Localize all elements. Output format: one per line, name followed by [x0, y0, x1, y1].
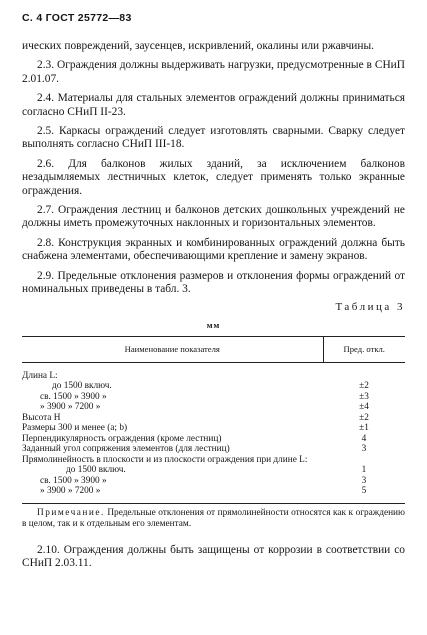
row-value: 5: [323, 486, 405, 503]
table-row: [22, 413, 405, 424]
row-value: ±4: [359, 402, 369, 413]
table-header-indicator: Наименование показателя: [22, 337, 323, 363]
table-row: [22, 434, 405, 445]
row-label: до 1500 включ.: [52, 381, 112, 392]
row-label: Заданный угол сопряжения элементов (для лестниц): [22, 444, 230, 455]
row-label: св. 1500 » 3900 »: [40, 475, 107, 486]
row-value: ±3: [359, 391, 369, 402]
row-value: 3: [361, 444, 367, 455]
paragraph-2-6: 2.6. Для балконов жилых зданий, за исключением балконов незадымляемых лестничных клеток, следует применять только экранные ограждения.: [22, 157, 405, 197]
row-label: св. 1500 » 3900 »: [40, 391, 107, 402]
row-label: до 1500 включ.: [66, 465, 126, 476]
paragraph-2-4: 2.4. Материалы для стальных элементов ограждений должны приниматься согласно СНиП II-23.: [22, 92, 405, 118]
table-row: [22, 381, 405, 392]
row-value: 3: [361, 475, 367, 486]
row-value: ±2: [359, 381, 369, 392]
note-text: Предельные отклонения от прямолинейности относятся как к ограждению в целом, так и к отдельным его элементам.: [22, 507, 405, 529]
row-value: [323, 455, 405, 466]
row-label: Высота H: [22, 412, 61, 423]
table-row: [22, 444, 405, 455]
paragraph-2-7: 2.7. Ограждения лестниц и балконов детских дошкольных учреждений не должны иметь промежуточных наклонных и горизонтальных элементов.: [22, 204, 405, 230]
table-row: [22, 423, 405, 434]
table-row: [22, 392, 405, 403]
table-title: Таблица 3: [335, 300, 405, 313]
row-label: » 3900 » 7200 »: [40, 402, 101, 413]
table-row: [22, 402, 405, 413]
paragraph-2-5: 2.5. Каркасы ограждений следует изготовлять сварными. Сварку следует выполнять согласно СНиП III-18.: [22, 125, 405, 151]
row-value: 4: [361, 433, 367, 444]
table-row: [22, 455, 405, 466]
row-value: ±1: [359, 423, 369, 434]
row-value: [323, 362, 405, 381]
row-label: Длина L:: [22, 370, 58, 381]
row-label: Размеры 300 и менее (a; b): [22, 423, 128, 434]
table-row: [22, 362, 405, 381]
paragraph-2-8: 2.8. Конструкция экранных и комбинированных ограждений должна быть снабжена элементами, обеспечивающими крепление и замену экранов.: [22, 236, 405, 263]
paragraph-2-9: 2.9. Предельные отклонения размеров и отклонения формы ограждений от номинальных приведены в табл. 3.: [22, 269, 405, 296]
table-header-tolerance: Пред. откл.: [323, 337, 405, 363]
row-value: 1: [361, 465, 367, 476]
table-row: [22, 465, 405, 476]
paragraph-2-3: 2.3. Ограждения должны выдерживать нагрузки, предусмотренные в СНиП 2.01.07.: [22, 59, 405, 85]
row-label: » 3900 » 7200 »: [22, 486, 323, 503]
tolerance-table: [22, 336, 405, 504]
table-header-row: [22, 337, 405, 363]
document-body: [22, 40, 405, 571]
table-body: [22, 362, 405, 503]
table-note: [22, 508, 405, 530]
paragraph-2-10: 2.10. Ограждения должны быть защищены от коррозии в соответствии со СНиП 2.03.11.: [22, 543, 405, 570]
table-row: [22, 486, 405, 503]
page-header: С. 4 ГОСТ 25772—83: [22, 12, 132, 24]
note-lead: Примечание.: [37, 507, 105, 518]
table-unit: мм: [206, 319, 221, 330]
table-row: [22, 476, 405, 487]
row-value: ±2: [359, 412, 369, 423]
row-label: Прямолинейность в плоскости и из плоскости ограждения при длине L:: [22, 454, 308, 465]
paragraph-continuation: ических повреждений, заусенцев, искривлений, окалины или ржавчины.: [22, 40, 374, 52]
row-label: Перпендикулярность ограждения (кроме лестниц): [22, 433, 222, 444]
